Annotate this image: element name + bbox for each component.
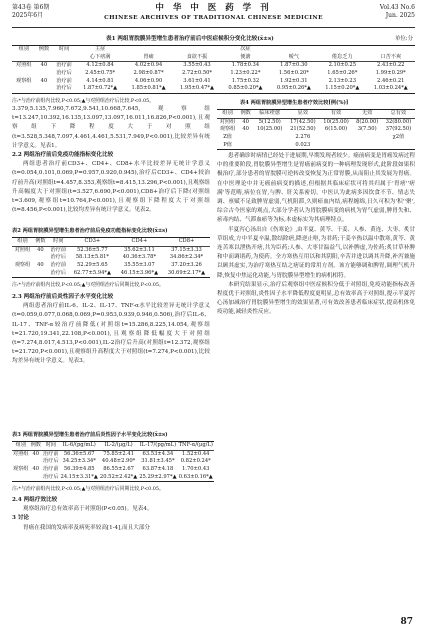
table-header-cell: 组别	[217, 110, 238, 119]
table-header-cell: 倦怠乏力	[318, 54, 366, 62]
page-header	[0, 0, 427, 32]
table1-caption: 表1 两组胃脘膜异型增生患者治疗前后中医症候积分变化比较(x̄±s)	[106, 36, 274, 42]
table-header-row	[217, 110, 415, 119]
table-header-cell: 组别	[12, 46, 36, 54]
table-cell: 3.55±0.43	[183, 62, 211, 69]
paragraph: 3.379,5.135,7.960,7.672,9.541,10.668,7.645,观察组t=13.247,10.392,16.135,13.097,13.097,16.011,16.826,P<0.001),且观察组下降程度大于对照组(t=3.528,5.348,7.097,4.461,4.461,5.531,7.949,P<0.001),比较差异有统计学意义。见表1。	[12, 106, 210, 149]
table-cell: 0.023	[286, 141, 319, 149]
table-cell: 2.276	[295, 134, 311, 141]
table-row	[12, 269, 210, 277]
table-cell: 56.39±4.85	[63, 466, 95, 473]
table-cell: 治疗前	[56, 77, 72, 84]
table-cell: 治疗后	[42, 458, 59, 465]
table-header-cell: 时间	[42, 442, 60, 451]
table-header-cell: 口苦不爽	[367, 54, 415, 62]
table-header-cell	[36, 54, 53, 62]
table-header-cell: 次症	[221, 46, 269, 54]
table-cell: 0.95±0.26*▲	[270, 85, 318, 93]
left-column	[12, 98, 210, 215]
table-cell: 3.61±0.41	[183, 77, 211, 84]
table-cell: 4.14±0.81	[86, 77, 114, 84]
table2	[12, 237, 210, 278]
table-header-cell	[52, 54, 76, 62]
table-cell: 观察组	[219, 126, 236, 133]
paragraph: 半夏泻心汤出自《伤寒论》,由半夏、黄芩、干姜、人参、黄连、大枣、炙甘草组成,方中半夏辛温,散结除痞,降逆止呕,为君药;干姜辛热以温中散寒,黄芩、黄连苦寒以泄热开痞,共为臣药;人参、大枣甘温益气,以补脾虚,为佐药;炙甘草补脾和中而调诸药,为使药。全方寒热互用以和其阴阳,辛苦并进以调其升降,补泻兼施以顾其虚实,为治疗寒热互结之痞证的常用方剂。该方能够调和脾胃,调理气机升降,恢复中焦运化功能,与胃脘膜异型增生的病机相符。	[217, 226, 415, 279]
table-row	[217, 126, 415, 134]
table-cell: 37.15±3.33	[171, 246, 202, 253]
table-header-cell: 主症	[76, 46, 124, 54]
table-cell: 1.65±0.26*	[327, 70, 358, 77]
table-cell: 40	[37, 246, 44, 253]
section-heading: 2.4 两组疗效比较	[12, 497, 58, 503]
table-header-cell: 显效	[286, 110, 319, 119]
table-cell: 4.06±0.90	[134, 77, 163, 84]
table-row	[217, 118, 415, 126]
table-cell: 4.12±0.84	[86, 62, 114, 69]
table-cell	[12, 254, 33, 262]
table-header-cell: 例数	[36, 46, 53, 54]
table-cell: 37(92.50)	[385, 126, 412, 133]
table-cell	[353, 134, 382, 142]
table-cell: 2.10±0.25	[328, 62, 357, 69]
table-header-cell: 有效	[319, 110, 352, 119]
table-cell: 1.03±0.24*▲	[367, 85, 415, 93]
table-cell: 40	[32, 450, 40, 457]
table-header-cell: 组别	[12, 238, 33, 247]
table-cell: χ2值	[392, 134, 405, 141]
header-right	[380, 4, 415, 21]
table-cell: 1.87±0.72*▲	[76, 85, 124, 93]
table-cell: 32(80.00)	[385, 118, 412, 125]
header-rule	[12, 27, 415, 28]
table-cell: 对照组	[16, 62, 32, 69]
table-header-cell	[173, 46, 221, 54]
table-row	[12, 450, 214, 458]
table-cell: 40	[32, 466, 40, 473]
table-cell: 63.87±4.18	[142, 466, 174, 473]
table-cell: 1.87±0.30	[280, 62, 308, 69]
table-header-cell	[124, 46, 172, 54]
table-cell: 治疗后	[50, 254, 67, 261]
table-cell	[30, 458, 42, 466]
table2-caption: 表2 两组胃脘膜异型增生患者治疗前后免疫功能指标变化比较(x̄±s)	[12, 228, 168, 234]
table-cell: 0.85±0.20*▲	[221, 85, 269, 93]
bottom-left-column	[12, 496, 210, 533]
table-header-cell: 心下痞满	[76, 54, 124, 62]
table-row	[12, 77, 415, 85]
table-row	[12, 262, 210, 270]
table-cell	[12, 70, 36, 78]
table-cell: 治疗后	[48, 269, 69, 277]
table-cell: 对照组	[14, 246, 31, 253]
volume-cn: 第43卷 第6期	[12, 4, 50, 11]
right-column	[217, 152, 415, 318]
table-cell: 1.85±0.81*▲	[124, 85, 172, 93]
paragraph: 注:*与治疗前组内比较,P<0.05;▲与对照组治疗后比较,P<0.05。	[12, 98, 155, 104]
paragraph: 胃癌在我国的发病率及病死率较高[1-4],而且大部分	[23, 524, 151, 531]
table-header-cell	[367, 46, 415, 54]
table-cell: 5(12.50)	[258, 118, 281, 125]
table-header-cell: 无效	[353, 110, 382, 119]
table-cell: 56.36±5.67	[63, 450, 95, 457]
table-cell: 治疗后	[56, 70, 72, 77]
table-cell: 35.55±3.07	[124, 262, 155, 269]
table-cell	[12, 85, 36, 93]
table-cell: 40	[37, 262, 44, 269]
journal-title-cn: 中 华 中 医 药 学 刊	[155, 3, 272, 13]
table-header-cell: 总有效	[382, 110, 415, 119]
table-header-row	[12, 46, 415, 54]
table-header-cell: CD4+	[116, 238, 163, 247]
table-subheader-row	[12, 54, 415, 62]
table-header-cell: 组别	[12, 442, 30, 451]
table-cell: 4.02±0.94	[134, 62, 163, 69]
table-header-cell	[270, 46, 318, 54]
table-cell: 1.99±0.29*	[375, 70, 406, 77]
table-header-cell: IL-6/(pg/mL)	[60, 442, 99, 451]
table-row	[217, 134, 415, 142]
table-cell: 2.13±0.23	[328, 77, 357, 84]
table-cell: 40	[40, 62, 48, 69]
table-header-cell: 例数	[238, 110, 253, 119]
table-header-cell: CD8+	[163, 238, 210, 247]
section-heading: 3 讨论	[12, 515, 30, 522]
table-cell: 2.72±0.50*	[181, 70, 213, 77]
table-cell: 2.45±0.75*	[85, 70, 116, 77]
page-number: 87	[400, 616, 413, 627]
table-cell	[30, 473, 42, 481]
section-heading: 2.3 两组治疗前后炎性因子水平变化比较	[12, 294, 114, 300]
table-cell: 2.98±0.87*	[133, 70, 164, 77]
table-cell	[12, 458, 30, 466]
paragraph: 观察组治疗总有效率高于对照组(P<0.05)。见表4。	[23, 506, 153, 513]
table-cell: Z值	[223, 134, 232, 141]
table-cell: 6(15.00)	[324, 126, 348, 133]
table-row	[12, 246, 210, 254]
table-header-cell	[318, 46, 366, 54]
section-heading: 2.2 两组治疗前后免疫功能指标变化比较	[12, 152, 114, 159]
table-cell: 治疗前	[50, 262, 67, 269]
table4-caption: 表4 两组胃脘膜异型增生患者疗效比较[例(%)]	[240, 100, 349, 106]
table-cell: 治疗前	[42, 450, 59, 457]
table-cell: 治疗后	[42, 473, 59, 480]
table-cell: 0.82±0.24*	[180, 458, 211, 465]
table-cell	[253, 141, 286, 149]
paragraph: 两组患者治疗前IL-6、IL-2、IL-17、TNF-α水平比较差异无统计学意义(t=0.059,0.077,0.068,0.069,P=0.953,0.939,0.946,0.506),治疗后IL-6、IL-17、TNF-α较治疗前降低(对照组t=15.286,8.225,14.054,观察组t=21.720,19.341,22.108,P<0.001),且观察组降低幅度大于对照组(t=7.274,8.017,4.513,P<0.001),IL-2治疗后升高(对照组t=12.372,观察组t=21.720,P<0.001),且观察组升高程度大于对照组(t=7.274,P<0.001),比较均差异有统计学意义。见表3。	[12, 303, 210, 365]
table-cell: 37.20±3.26	[171, 262, 202, 269]
table-cell: 40	[242, 126, 249, 133]
mid-column	[12, 293, 210, 367]
table-cell	[382, 141, 415, 149]
table-cell: 2.46±0.21	[377, 77, 405, 84]
paragraph: 两组患者治疗前CD3+、CD4+、CD8+水平比较差异无统计学意义(t=0.054,0.101,0.069,P=0.957,0.920,0.945),治疗后CD3+、CD4+较治疗前升高(对照组t=4.457,8.353,观察组t=8.415,13.296,P<0.001),且观察组升高幅度大于对照组(t=3.527,6.690,P<0.001),CD8+治疗后下降(对照组t=3.609,观察组t=10.764,P<0.001),且观察组下降程度大于对照组(t=8.456,P<0.001),比较均差异有统计学意义。见表2。	[12, 161, 210, 214]
table-cell	[33, 254, 48, 262]
table3	[12, 441, 214, 482]
table-cell: 1.92±0.31	[280, 77, 308, 84]
table-cell: 观察组	[16, 77, 32, 84]
table-cell: 1.23±0.22*	[230, 70, 261, 77]
table-cell: 40	[242, 118, 249, 125]
table-header-cell: CD3+	[69, 238, 116, 247]
table-cell: 20.52±2.42*▲	[99, 473, 138, 480]
table-header-cell: 嗳气	[270, 54, 318, 62]
table-cell: 35.62±3.11	[124, 246, 155, 253]
table-cell: 31.81±3.45*	[141, 458, 175, 465]
table-row	[12, 473, 214, 481]
table-cell: 46.15±3.96*▲	[116, 269, 163, 277]
table-cell: 58.13±5.81*	[75, 254, 110, 261]
table3-caption: 表3 两组胃脘膜异型增生患者治疗前后炎性因子水平变化比较(x̄±s)	[12, 432, 168, 438]
table-header-cell: 食欲不振	[173, 54, 221, 62]
table-cell: 63.53±4.34	[142, 450, 174, 457]
table-header-cell	[12, 54, 36, 62]
table-header-cell: 例数	[33, 238, 48, 247]
table-cell	[33, 269, 48, 277]
table-cell: 10(25.00)	[323, 118, 349, 125]
table-cell: 52.29±5.65	[76, 262, 108, 269]
table-cell: 21(52.50)	[290, 126, 316, 133]
table-cell: 1.52±0.44	[182, 450, 210, 457]
table-cell: 17(42.50)	[290, 118, 316, 125]
table-row	[217, 141, 415, 149]
table-cell: 25.29±2.97*▲	[139, 473, 177, 480]
table-cell: 1.95±0.47*▲	[173, 85, 221, 93]
table-cell: 75.85±2.41	[103, 450, 134, 457]
table-cell: 1.70±0.43	[182, 466, 210, 473]
table-header-cell: 时间	[48, 238, 69, 247]
table-cell: 治疗前	[42, 466, 59, 473]
volume-en: Vol.43 No.6	[379, 4, 415, 11]
table-cell: 2.43±0.22	[377, 62, 405, 69]
table-header-cell: 例数	[30, 442, 41, 449]
table-cell: 治疗前	[50, 246, 67, 253]
table-cell: 1.15±0.20*▲	[318, 85, 366, 93]
table-cell: 0.63±0.16*▲	[178, 473, 213, 480]
table-cell: 1.78±0.34	[231, 62, 260, 69]
table-cell: 8(20.00)	[356, 118, 379, 125]
table-header-row	[12, 238, 210, 247]
table-cell: 86.55±2.67	[103, 466, 134, 473]
table-header-cell: 胃痛	[124, 54, 172, 62]
table-header-cell: IL-2/(μg/L)	[99, 442, 138, 451]
table-cell: 1.75±0.32	[231, 77, 260, 84]
table-cell	[238, 134, 253, 142]
table-cell: 34.25±3.34*	[62, 458, 96, 465]
header-center	[0, 3, 427, 23]
date-cn: 2025年6月	[12, 12, 44, 20]
table-header-cell: TNF-α/(μg/L)	[178, 442, 213, 449]
table-row	[12, 254, 210, 262]
table-cell: 观察组	[13, 466, 29, 473]
table-cell	[12, 269, 33, 277]
table-cell	[319, 134, 352, 142]
table-cell: 24.15±3.31*▲	[60, 473, 98, 480]
table-cell: 34.86±2.34*	[169, 254, 204, 261]
journal-title-en: CHINESE ARCHIVES OF TRADITIONAL CHINESE MEDICINE	[104, 15, 323, 22]
table-header-cell: IL-17/(pg/mL)	[139, 442, 177, 449]
table2-note: 注:*与治疗前组内比较,P<0.05;▲与对照组治疗后同期比较,P<0.05。	[12, 282, 164, 288]
table-cell: 1.56±0.20*	[278, 70, 309, 77]
table3-note: 注:*与治疗前组内比较,P<0.05;▲与对照组治疗后同期比较,P<0.05。	[12, 486, 164, 492]
table-row	[12, 458, 214, 466]
table-header-row	[12, 442, 214, 451]
table-header-cell: 时间	[52, 46, 76, 54]
table-row	[12, 62, 415, 70]
table-header-cell: 便溏	[221, 54, 269, 62]
table-cell: 治疗后	[52, 85, 76, 93]
table-cell: 3(7.50)	[357, 126, 377, 133]
table1	[12, 45, 415, 94]
table-cell	[238, 141, 253, 149]
table-cell	[36, 85, 53, 93]
table-cell: 30.69±2.17*▲	[163, 269, 210, 277]
table-cell: 对照组	[219, 118, 236, 125]
table1-unit: 单位:分	[395, 36, 413, 42]
table-row	[12, 85, 415, 93]
table-cell	[353, 141, 382, 149]
table-row	[12, 466, 214, 474]
table-cell	[253, 134, 286, 142]
paragraph: 本研究结果显示,治疗后观察组中医症候积分低于对照组,免疫功能指标改善程度优于对照组,炎性因子水平降低程度更明显,总有效率高于对照组,提示半夏泻心汤加减治疗胃脘膜异型增生的效果显著,可有效改善患者临床症状,提高机体免疫功能,减轻炎性反应。	[217, 281, 415, 316]
table-cell: 观察组	[14, 262, 31, 269]
table-cell: 40.48±2.90*	[101, 458, 136, 465]
table-cell: 对照组	[13, 450, 29, 457]
table-cell: 40	[40, 77, 48, 84]
table-cell: 62.77±5.94*▲	[69, 269, 116, 277]
table-cell	[12, 473, 30, 481]
date-en: Jun. 2025	[385, 12, 415, 20]
table4	[217, 109, 415, 150]
paragraph: 患者确诊时病情已经处于进展期,早期发现者较少。癌前病变是胃癌发病过程中的重要阶段,胃脘膜异型增生是胃癌前病变的一种病理发现形式,此阶段如果积极治疗,部分患者的胃脘膜可逆转改变恢复为正常胃膜,从而阻止其发展为胃癌。在中医理论中并无癌前病变的描述,但根据其临床症状可将其归属于'胃痞''痞满'等范畴,病位在胃,与脾、肝关系密切。中医认为此病多因饮食不节、情志失调、禀赋不足致脾胃虚弱,气机阻滞,久则瘀血内结,病程缠绵,日久可积为'积''聚',综合古今医家的观点,大部分学者认为胃脘膜病变的病机为胃气虚弱,脾胃失和、瘀毒内结、气滞血瘀等为标,本虚标实为其病理特点。	[217, 153, 415, 224]
table-cell	[36, 70, 53, 78]
table-cell: 治疗前	[56, 62, 72, 69]
table-cell: P值	[217, 141, 238, 149]
table-cell: 40.36±3.78*	[122, 254, 157, 261]
table-cell: 10(25.00)	[256, 126, 283, 133]
table-row	[12, 70, 415, 78]
table-cell: 52.36±5.77	[76, 246, 108, 253]
table-header-cell: 临床痊愈	[253, 110, 286, 119]
table-cell	[319, 141, 352, 149]
